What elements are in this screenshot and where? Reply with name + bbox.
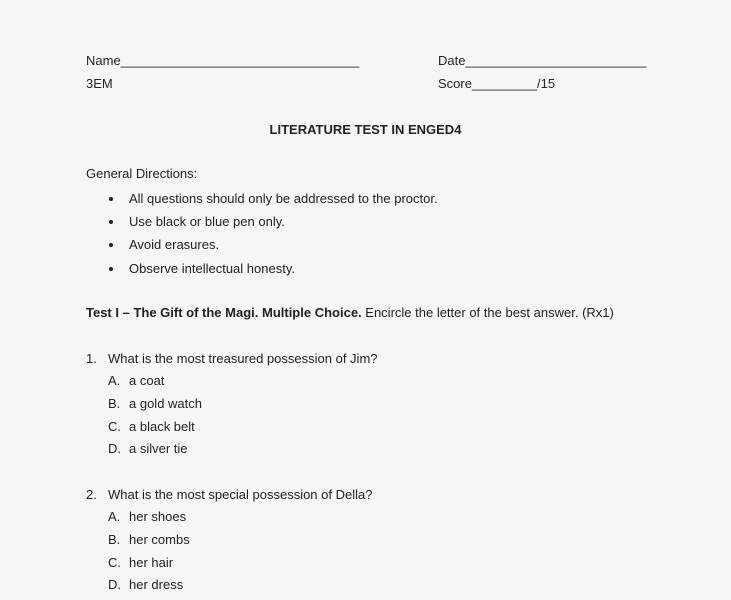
test-section-heading bbox=[86, 305, 614, 321]
option-letter: D. bbox=[108, 577, 121, 592]
direction-item: Use black or blue pen only. bbox=[129, 214, 285, 229]
option-letter: D. bbox=[108, 441, 121, 456]
question-number: 1. bbox=[86, 351, 97, 366]
direction-item: All questions should only be addressed to the proctor. bbox=[129, 191, 438, 206]
page-title: LITERATURE TEST IN ENGED4 bbox=[269, 122, 462, 137]
question-text: What is the most special possession of Della? bbox=[108, 487, 373, 502]
direction-item: Observe intellectual honesty. bbox=[129, 261, 295, 276]
test-section-title: Test I – The Gift of the Magi. Multiple Choice. bbox=[86, 305, 362, 320]
option-letter: C. bbox=[108, 555, 121, 570]
option-letter: A. bbox=[108, 509, 121, 524]
option-text: her hair bbox=[129, 555, 174, 570]
bullet-icon bbox=[109, 220, 113, 224]
option-text: a coat bbox=[129, 373, 165, 388]
score-field: Score_________/15 bbox=[438, 76, 556, 91]
option-letter: C. bbox=[108, 419, 121, 434]
option-text: a black belt bbox=[129, 419, 195, 434]
option-letter: B. bbox=[108, 532, 121, 547]
question-text: What is the most treasured possession of Jim? bbox=[108, 351, 378, 366]
test-section-instruction: Encircle the letter of the best answer. (Rx1) bbox=[361, 305, 614, 320]
option-text: a silver tie bbox=[129, 441, 188, 456]
bullet-icon bbox=[109, 243, 113, 247]
name-field: Name_________________________________ bbox=[86, 53, 360, 68]
option-text: her combs bbox=[129, 532, 190, 547]
directions-heading: General Directions: bbox=[86, 166, 198, 181]
option-text: a gold watch bbox=[129, 396, 202, 411]
question-number: 2. bbox=[86, 487, 97, 502]
bullet-icon bbox=[109, 197, 113, 201]
date-field: Date_________________________ bbox=[438, 53, 647, 68]
option-letter: A. bbox=[108, 373, 121, 388]
option-text: her dress bbox=[129, 577, 184, 592]
class-code: 3EM bbox=[86, 76, 113, 91]
option-text: her shoes bbox=[129, 509, 187, 524]
direction-item: Avoid erasures. bbox=[129, 237, 220, 252]
option-letter: B. bbox=[108, 396, 121, 411]
bullet-icon bbox=[109, 267, 113, 271]
